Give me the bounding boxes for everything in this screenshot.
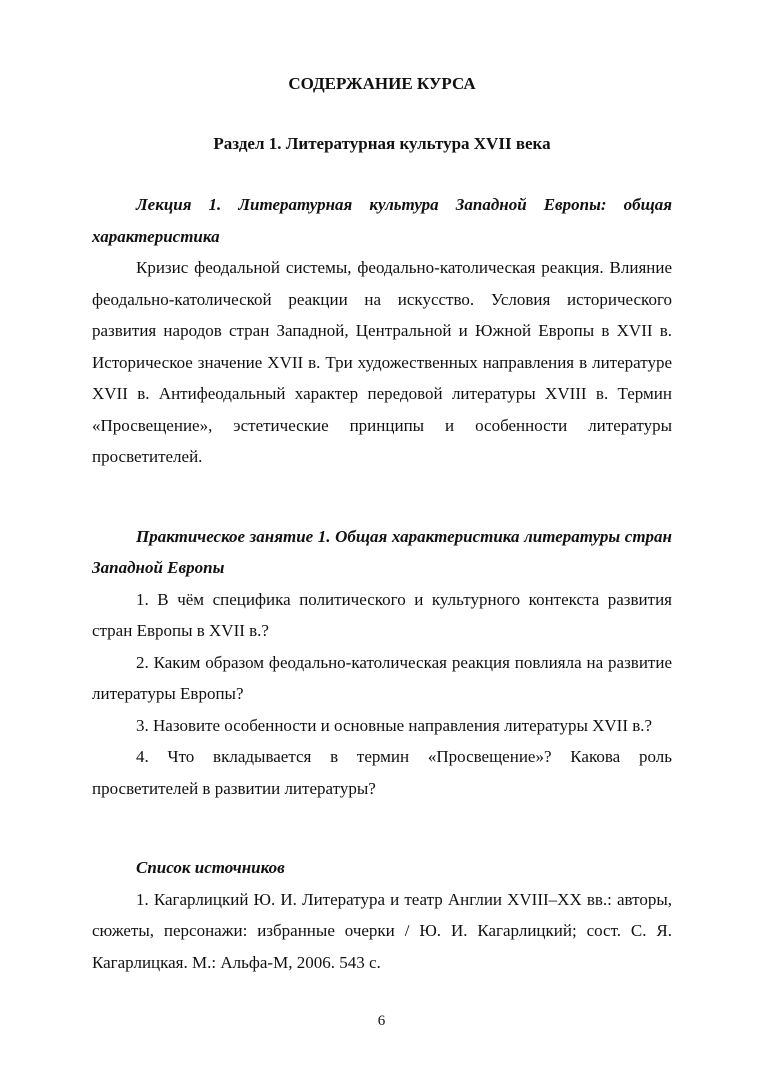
practice-question-3: 3. Назовите особенности и основные направления литературы XVII в.?: [136, 715, 653, 735]
section-heading: Раздел 1. Литературная культура XVII века: [213, 133, 551, 153]
source-item-1: 1. Кагарлицкий Ю. И. Литература и театр Англии XVIII–XX вв.: авторы, сюжеты, персонажи: избранные очерки / Ю. И. Кагарлицкий; сост. С. Я. Кагарлицкая. М.: Альфа-М, 2006. 543 с.: [92, 889, 672, 972]
course-content-title: СОДЕРЖАНИЕ КУРСА: [288, 74, 476, 93]
practice-question-4: 4. Что вкладывается в термин «Просвещение»? Какова роль просветителей в развитии литературы?: [92, 747, 672, 798]
practice-question-2: 2. Каким образом феодально-католическая реакция повлияла на развитие литературы Европы?: [92, 652, 672, 703]
lecture-heading: Лекция 1. Литературная культура Западной Европы: общая характеристика: [92, 195, 672, 246]
lecture-text: Кризис феодальной системы, феодально-католическая реакция. Влияние феодально-католической реакции на искусство. Условия исторического развития народов стран Западной, Центральной и Южной Европы в XVII в. Историческое значение XVII в. Три художественных направления в литературе XVII в. Антифеодальный характер передовой литературы XVIII в. Термин «Просвещение», эстетические принципы и особенности литературы просветителей.: [92, 258, 672, 466]
sources-block: [92, 852, 672, 978]
document-page: [92, 68, 672, 978]
sources-heading: Список источников: [136, 858, 285, 877]
page-number: 6: [377, 1013, 386, 1029]
practice-heading: Практическое занятие 1. Общая характеристика литературы стран Западной Европы: [92, 526, 672, 577]
practice-question-1: 1. В чём специфика политического и культурного контекста развития стран Европы в XVII в.?: [92, 589, 672, 640]
lecture-block: [92, 189, 672, 473]
practice-block: [92, 521, 672, 805]
